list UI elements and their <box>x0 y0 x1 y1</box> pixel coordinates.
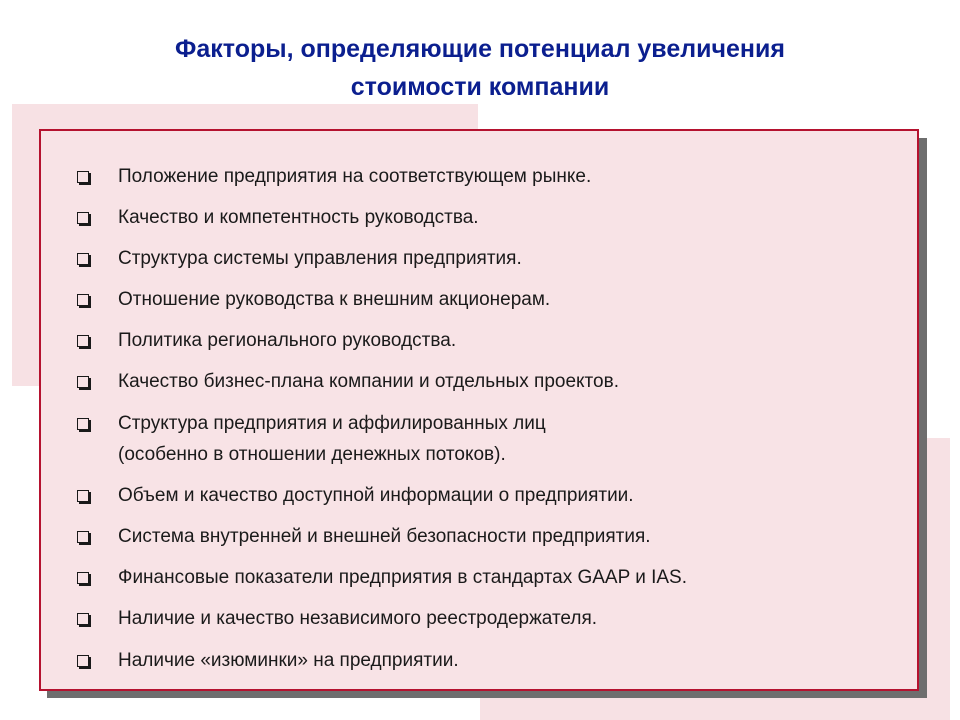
hollow-square-bullet-icon <box>77 655 89 667</box>
factor-text: Наличие «изюминки» на предприятии. <box>118 649 459 671</box>
factor-text: Отношение руководства к внешним акционерам. <box>118 289 551 311</box>
factor-text: Структура системы управления предприятия. <box>118 248 522 270</box>
factor-item <box>41 325 901 357</box>
factors-panel <box>39 129 919 691</box>
hollow-square-bullet-icon <box>77 171 89 183</box>
factor-item <box>41 161 901 193</box>
factor-item <box>41 408 901 471</box>
slide-title-line-1: Факторы, определяющие потенциал увеличения <box>175 35 785 63</box>
hollow-square-bullet-icon <box>77 531 89 543</box>
factor-item <box>41 284 901 316</box>
factor-text: Объем и качество доступной информации о предприятии. <box>118 485 634 507</box>
factor-text: Положение предприятия на соответствующем рынке. <box>118 166 592 187</box>
factor-text: Система внутренней и внешней безопасности предприятия. <box>118 526 651 548</box>
hollow-square-bullet-icon <box>77 613 89 625</box>
slide-title-line-2: стоимости компании <box>350 73 610 101</box>
hollow-square-bullet-icon <box>77 490 89 502</box>
factor-item <box>41 521 901 553</box>
factor-item <box>41 562 901 594</box>
hollow-square-bullet-icon <box>77 294 89 306</box>
factor-item <box>41 243 901 275</box>
factor-item <box>41 366 901 398</box>
factor-item <box>41 202 901 234</box>
hollow-square-bullet-icon <box>77 212 89 224</box>
factor-text: Структура предприятия и аффилированных лиц <box>118 412 546 434</box>
factor-text-continuation: (особенно в отношении денежных потоков). <box>118 444 506 466</box>
hollow-square-bullet-icon <box>77 253 89 265</box>
factor-text: Наличие и качество независимого реестродержателя. <box>118 608 598 630</box>
slide-title <box>0 30 960 106</box>
factor-item <box>41 480 901 512</box>
factor-text: Политика регионального руководства. <box>118 330 457 352</box>
factor-text: Качество бизнес-плана компании и отдельных проектов. <box>118 371 619 393</box>
factor-item <box>41 645 901 677</box>
factors-list <box>41 161 901 686</box>
hollow-square-bullet-icon <box>77 418 89 430</box>
factor-item <box>41 603 901 635</box>
hollow-square-bullet-icon <box>77 335 89 347</box>
factor-text: Качество и компетентность руководства. <box>118 207 479 229</box>
hollow-square-bullet-icon <box>77 572 89 584</box>
factor-text: Финансовые показатели предприятия в стандартах GAAP и IAS. <box>118 567 688 589</box>
hollow-square-bullet-icon <box>77 376 89 388</box>
